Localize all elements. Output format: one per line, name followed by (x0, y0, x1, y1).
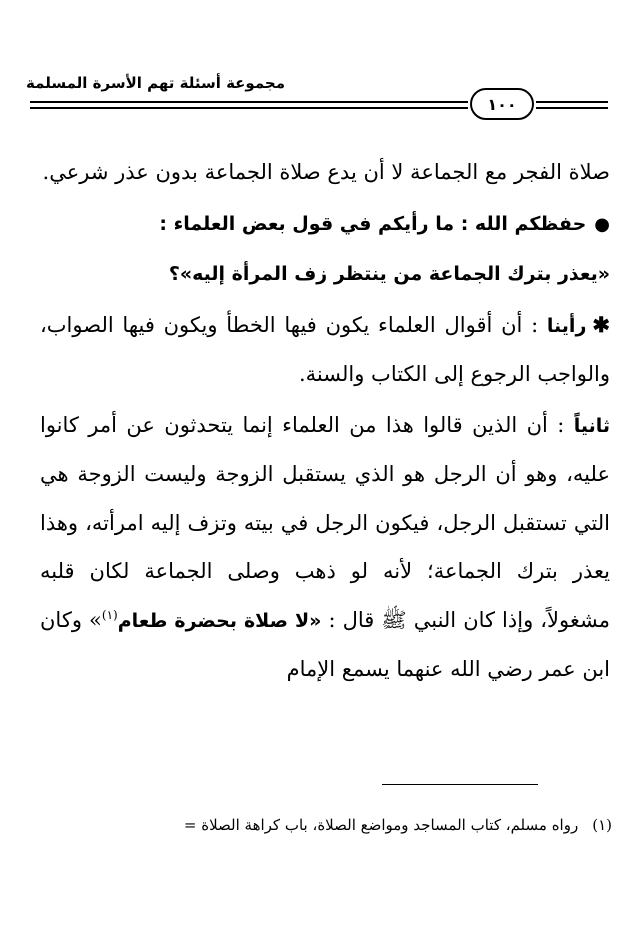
page-number: ١٠٠ (487, 94, 517, 114)
question-line-1: حفظكم الله : ما رأيكم في قول بعض العلماء : (159, 212, 587, 235)
answer-text: : أن أقوال العلماء يكون فيها الخطأ ويكون فيها الصواب، والواجب الرجوع إلى الكتاب والسنة. (40, 312, 610, 386)
footnote-reference: (١) (101, 607, 118, 622)
bullet-icon: ● (594, 213, 610, 235)
question-line-2: «يعذر بترك الجماعة من ينتظر زف المرأة إليه»؟ (168, 263, 610, 285)
header-rule-left-top (30, 101, 468, 103)
header-rule-left-bottom (30, 107, 468, 109)
hadith-close: » (89, 607, 102, 632)
footnote-separator (382, 784, 538, 785)
second-paragraph (40, 401, 610, 694)
page-number-badge (470, 88, 534, 120)
asterisk-icon: ✱ (592, 311, 610, 337)
paragraph-continuation: صلاة الفجر مع الجماعة لا أن يدع صلاة الجماعة بدون عذر شرعي. (42, 160, 610, 184)
header-rule-right-top (536, 101, 608, 103)
footnote-text: رواه مسلم، كتاب المساجد ومواضع الصلاة، باب كراهة الصلاة = (183, 816, 579, 834)
second-text: : أن الذين قالوا هذا من العلماء إنما يتحدثون عن أمر كانوا عليه، وهو أن الرجل هو الذي يستقبل الزوجة وليست الزوجة هي التي تستقبل الرجل، فيكون الرجل في بيته وتزف إليه امرأته، وهذا يعذر بترك الجماعة؛ لأنه لو ذهب وصلى الجماعة لكان قلبه مشغولاً، وإذا كان النبي ﷺ قال : (40, 412, 610, 632)
continuation-text: وكان ابن عمر رضي الله عنهما يسمع الإمام (40, 607, 610, 681)
header-rule-right-bottom (536, 107, 608, 109)
footnote (22, 816, 612, 834)
page-body (40, 148, 610, 694)
hadith-quote: «لا صلاة بحضرة طعام (117, 609, 322, 632)
answer-label: رأينا (546, 314, 587, 337)
second-label: ثانياً (573, 414, 610, 437)
running-header-title: مجموعة أسئلة تهم الأسرة المسلمة (26, 74, 285, 92)
question-paragraph (40, 199, 610, 299)
footnote-number: (١) (592, 816, 612, 834)
answer-paragraph (40, 301, 610, 399)
